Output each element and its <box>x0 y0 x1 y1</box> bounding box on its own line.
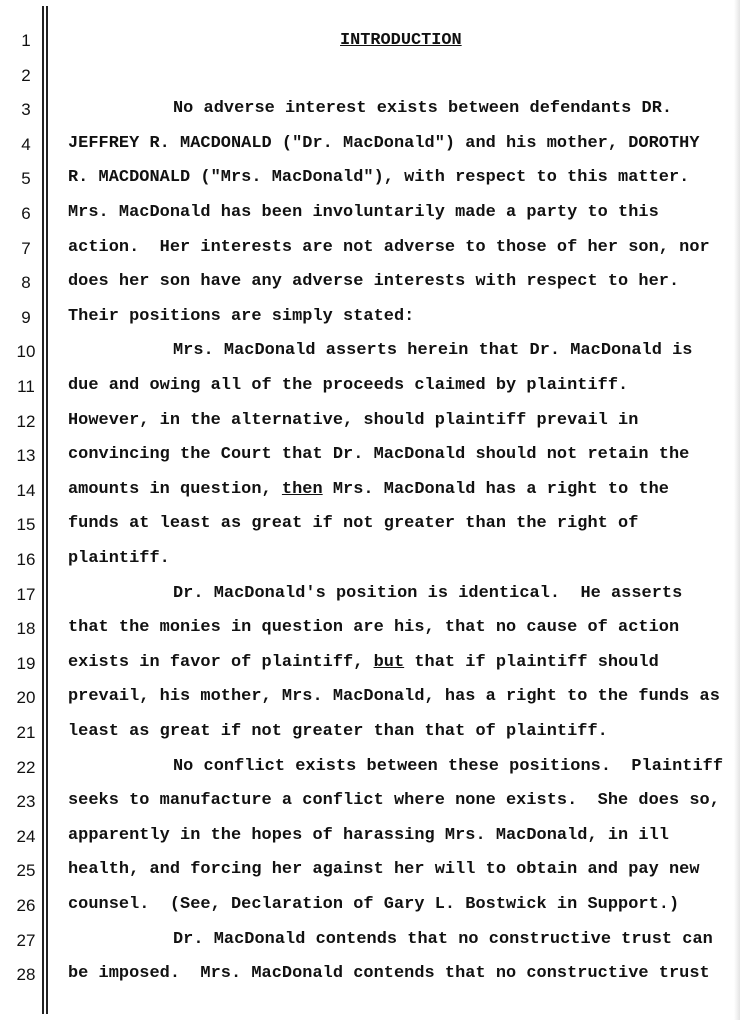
line-number: 19 <box>16 653 36 673</box>
text-line: health, and forcing her against her will to obtain and pay new <box>68 860 700 880</box>
line-number: 11 <box>17 377 35 396</box>
text-segment: amounts in question, <box>68 479 282 499</box>
line-number: 10 <box>16 342 36 362</box>
line-number: 13 <box>16 446 36 466</box>
text-line: R. MACDONALD ("Mrs. MacDonald"), with respect to this matter. <box>68 168 690 188</box>
text-segment: Mrs. MacDonald has a right to the <box>322 479 669 499</box>
text-line: due and owing all of the proceeds claimed by plaintiff. <box>68 376 629 395</box>
text-line: convincing the Court that Dr. MacDonald should not retain the <box>68 445 690 465</box>
text-line: Mrs. MacDonald has been involuntarily made a party to this <box>68 203 659 222</box>
underlined-emphasis: but <box>373 652 405 672</box>
text-line: prevail, his mother, Mrs. MacDonald, has a right to the funds as <box>68 687 720 707</box>
text-line: JEFFREY R. MACDONALD ("Dr. MacDonald") and his mother, DOROTHY <box>68 133 700 153</box>
line-number: 28 <box>16 965 36 985</box>
text-segment: that if plaintiff should <box>404 652 659 672</box>
text-line: However, in the alternative, should plaintiff prevail in <box>68 410 639 430</box>
text-line: that the monies in question are his, that no cause of action <box>68 618 680 638</box>
text-line: least as great if not greater than that of plaintiff. <box>68 722 608 741</box>
line-number: 9 <box>21 307 31 327</box>
line-number: 22 <box>16 757 36 777</box>
underlined-emphasis: then <box>281 479 323 499</box>
text-line: Mrs. MacDonald asserts herein that Dr. MacDonald is <box>173 341 693 361</box>
text-line: apparently in the hopes of harassing Mrs. MacDonald, in ill <box>68 825 669 845</box>
line-number: 27 <box>16 930 36 950</box>
margin-rule-left-outer <box>42 6 44 1014</box>
line-number: 26 <box>16 896 36 915</box>
line-number: 20 <box>16 688 36 708</box>
text-line: funds at least as great if not greater than the right of <box>68 514 639 534</box>
line-number: 24 <box>16 826 36 846</box>
text-line: No conflict exists between these positions. Plaintiff <box>173 756 724 776</box>
line-number: 23 <box>16 792 36 812</box>
text-line: counsel. (See, Declaration of Gary L. Bostwick in Support.) <box>68 895 680 914</box>
line-number: 14 <box>16 480 36 500</box>
text-line: Their positions are simply stated: <box>68 306 415 326</box>
line-number: 21 <box>16 723 36 742</box>
text-line: Dr. MacDonald's position is identical. He asserts <box>173 583 683 603</box>
text-line <box>68 480 669 499</box>
line-number: 2 <box>21 65 31 85</box>
text-line: action. Her interests are not adverse to those of her son, nor <box>68 237 710 257</box>
line-number: 7 <box>21 238 31 258</box>
line-number: 3 <box>21 100 31 120</box>
text-line: plaintiff. <box>68 549 170 568</box>
line-number: 16 <box>16 550 36 569</box>
text-line: does her son have any adverse interests with respect to her. <box>68 272 680 292</box>
text-line: seeks to manufacture a conflict where none exists. She does so, <box>68 791 720 811</box>
margin-rule-left-inner <box>46 6 48 1014</box>
line-number: 25 <box>16 861 36 881</box>
text-segment: exists in favor of plaintiff, <box>68 652 374 672</box>
line-number: 4 <box>21 134 31 154</box>
section-heading: INTRODUCTION <box>340 31 462 50</box>
line-number: 15 <box>16 515 36 535</box>
line-number: 6 <box>21 204 31 223</box>
line-number: 8 <box>21 273 31 293</box>
line-number: 17 <box>16 584 36 604</box>
line-number: 18 <box>16 619 36 639</box>
line-number: 12 <box>16 411 36 431</box>
text-line: No adverse interest exists between defendants DR. <box>173 99 673 119</box>
text-line <box>68 653 659 672</box>
line-number: 5 <box>21 169 31 189</box>
line-number: 1 <box>21 31 31 50</box>
text-line: Dr. MacDonald contends that no constructive trust can <box>173 929 713 949</box>
page-edge-shadow <box>734 0 740 1020</box>
text-line: be imposed. Mrs. MacDonald contends that no constructive trust <box>68 964 710 984</box>
